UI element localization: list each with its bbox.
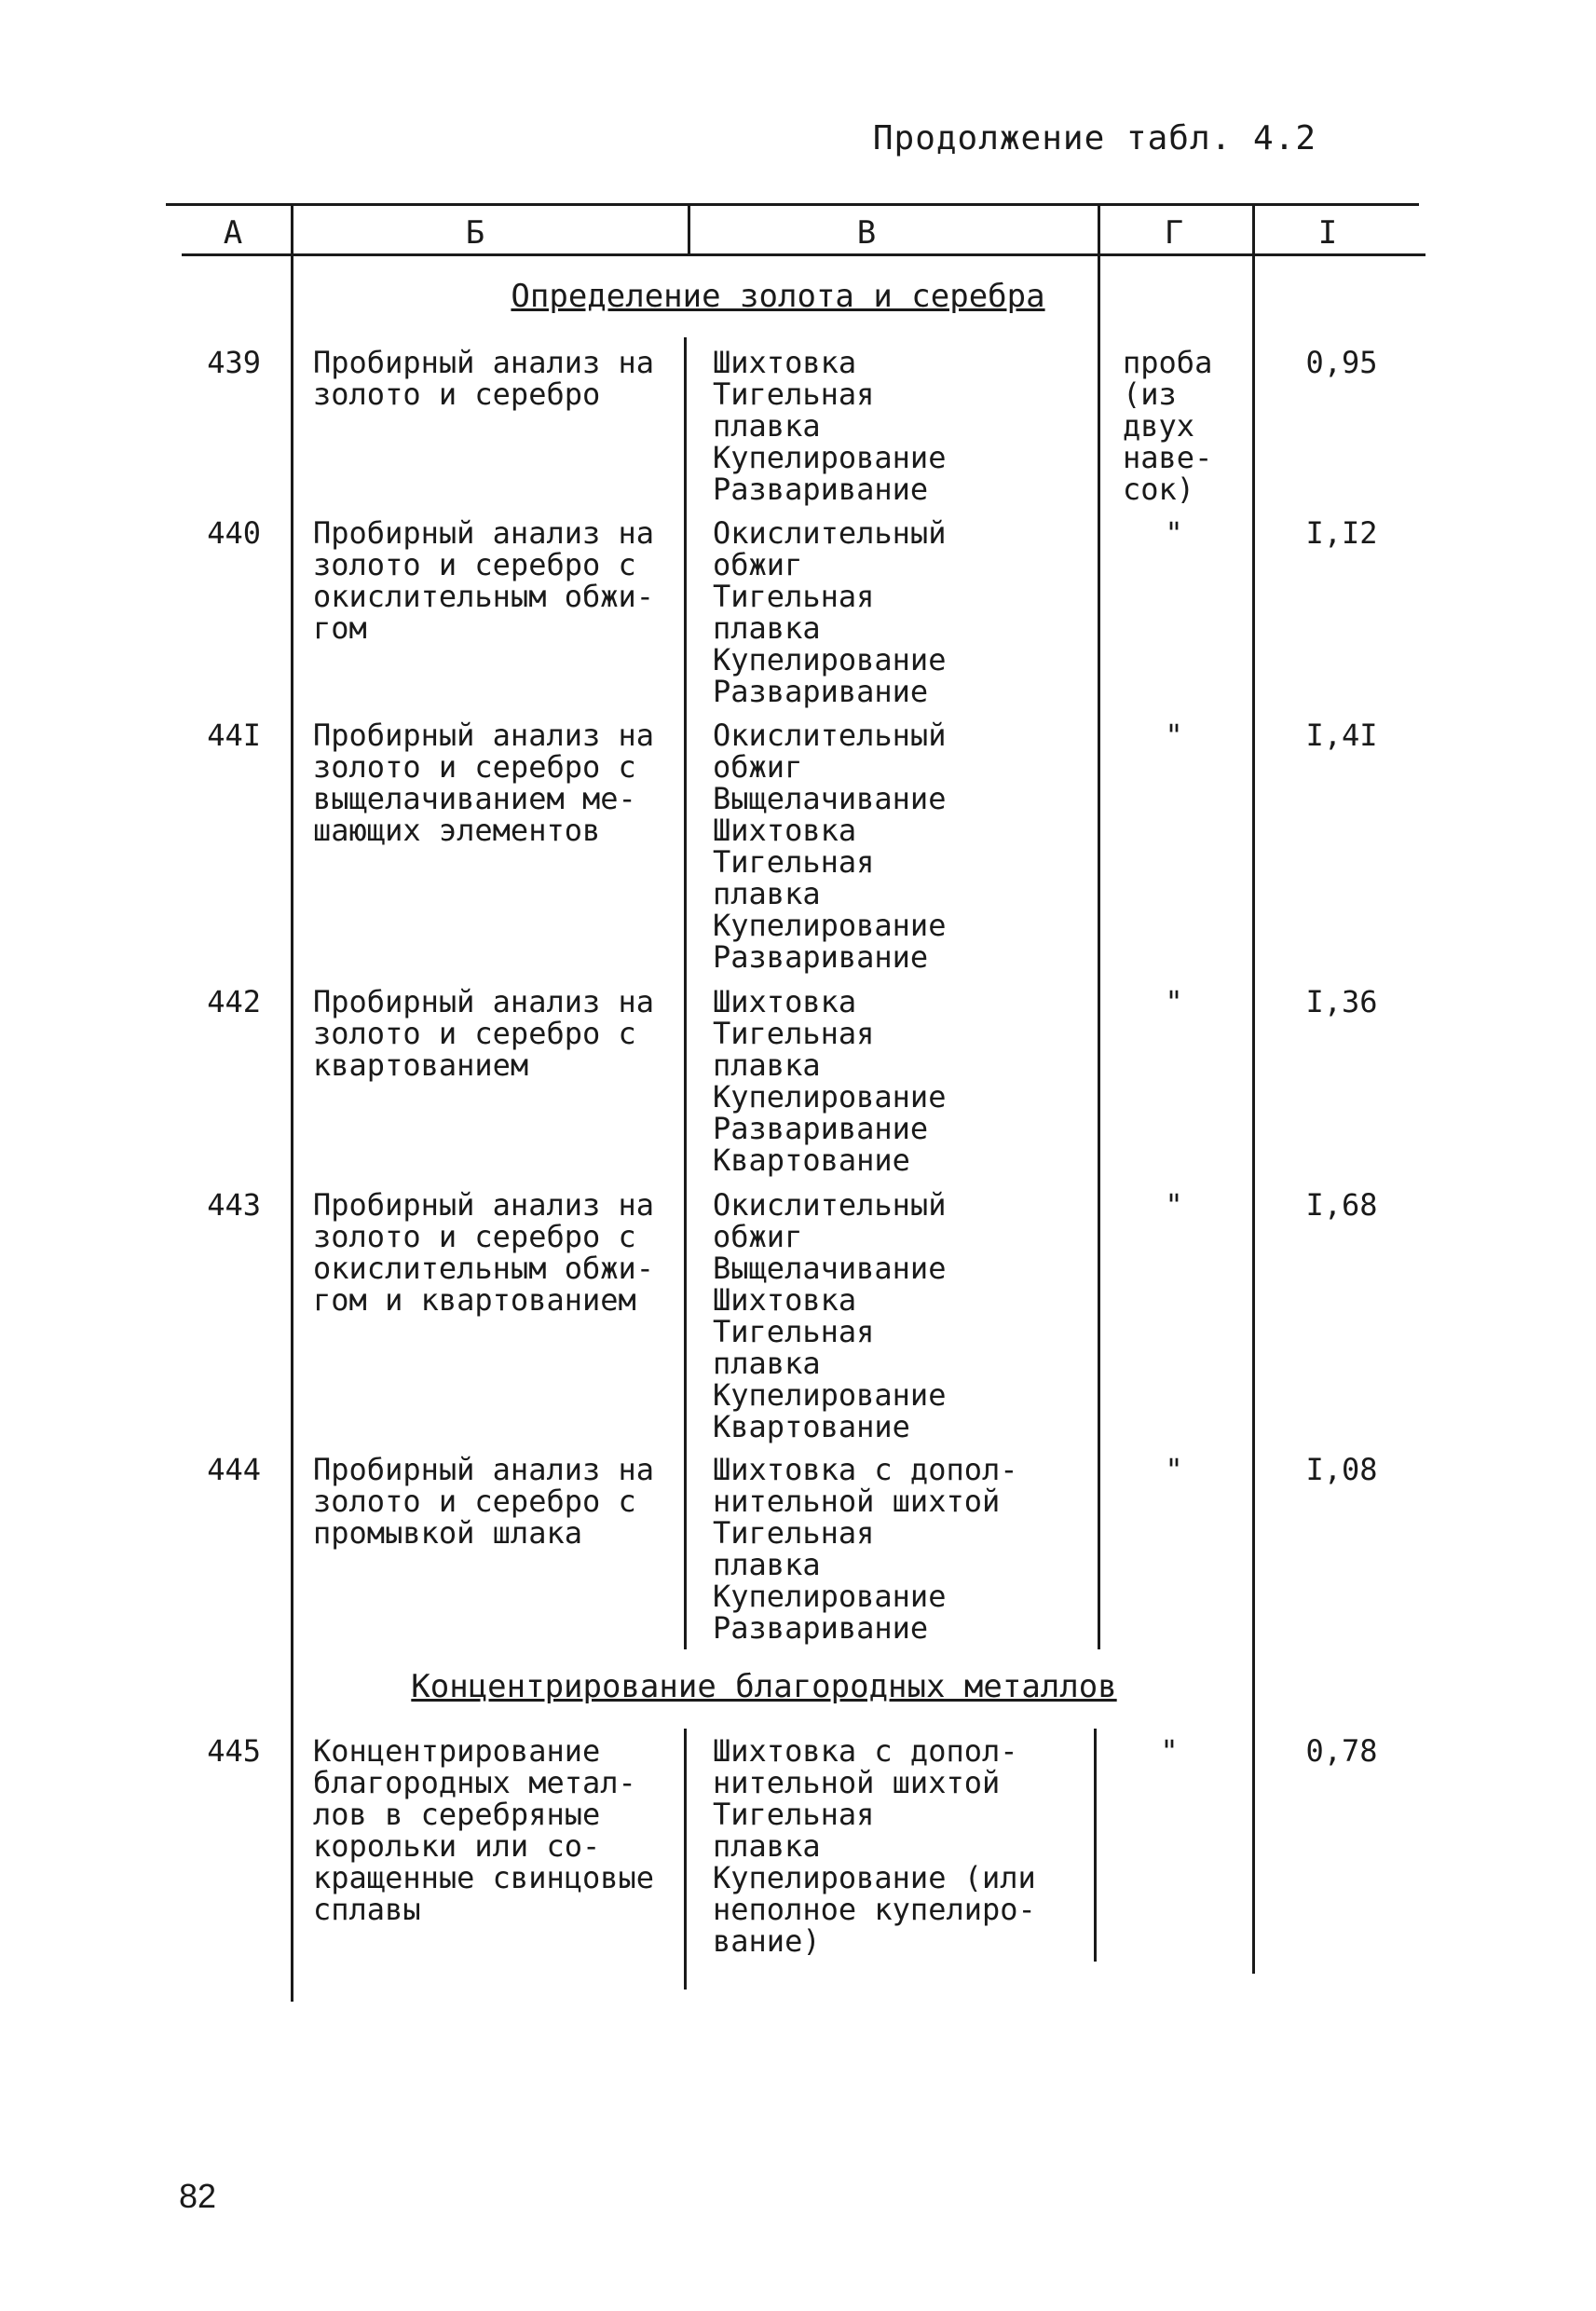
row-number: 445: [207, 1733, 261, 1769]
row-rate: 0,78: [1305, 1733, 1378, 1769]
row-number: 443: [207, 1187, 261, 1223]
row-operations: Окислительный обжиг Тигельная плавка Купелирование Разваривание: [713, 515, 947, 709]
row-operations: Шихтовка с допол- нительной шихтой Тигельная плавка Купелирование Разваривание: [713, 1452, 1018, 1646]
column-divider-c-d: [1098, 203, 1100, 1649]
column-divider-b-c: [688, 203, 690, 254]
row-name: Пробирный анализ на золото и серебро с окислительным обжи- гом и квартованием: [313, 1187, 655, 1318]
row-operations: Шихтовка с допол- нительной шихтой Тигельная плавка Купелирование (или неполное купелиро- вание): [713, 1733, 1036, 1959]
column-divider-a-b: [291, 203, 293, 2002]
row-unit-ditto: ": [1165, 1187, 1183, 1223]
row-name: Пробирный анализ на золото и серебро с выщелачиванием ме- шающих элементов: [313, 718, 655, 848]
row-number: 440: [207, 515, 261, 551]
row-unit-ditto: ": [1165, 515, 1183, 551]
row-operations: Шихтовка Тигельная плавка Купелирование Разваривание: [713, 345, 947, 507]
column-divider-c-d: [1094, 1729, 1097, 1962]
row-unit-ditto: ": [1165, 984, 1183, 1019]
row-number: 44I: [207, 718, 261, 753]
table-caption: Продолжение табл. 4.2: [872, 119, 1316, 157]
row-unit-ditto: ": [1160, 1733, 1179, 1769]
row-rate: I,08: [1305, 1452, 1378, 1487]
header-col-e: I: [1317, 214, 1338, 252]
row-operations: Шихтовка Тигельная плавка Купелирование Разваривание Квартование: [713, 984, 947, 1178]
row-operations: Окислительный обжиг Выщелачивание Шихтовка Тигельная плавка Купелирование Разваривание: [713, 718, 947, 975]
row-rate: 0,95: [1305, 345, 1378, 380]
section-title-gold-silver: Определение золота и серебра: [511, 278, 1045, 315]
header-col-b: Б: [465, 214, 485, 252]
row-unit-ditto: ": [1165, 718, 1183, 753]
header-bottom-rule: [182, 253, 1425, 256]
column-divider-d-e: [1252, 203, 1255, 1974]
row-name: Концентрирование благородных метал- лов в серебряные корольки или со- кращенные свинцовые сплавы: [313, 1733, 655, 1927]
table-top-rule: [166, 203, 1419, 206]
column-divider-b-c: [684, 1729, 687, 1990]
row-name: Пробирный анализ на золото и серебро: [313, 345, 655, 412]
row-name: Пробирный анализ на золото и серебро с промывкой шлака: [313, 1452, 655, 1551]
row-operations: Окислительный обжиг Выщелачивание Шихтовка Тигельная плавка Купелирование Квартование: [713, 1187, 947, 1444]
row-rate: I,I2: [1305, 515, 1378, 551]
row-number: 439: [207, 345, 261, 380]
header-col-a: А: [223, 214, 243, 252]
column-divider-b-c: [684, 337, 687, 1649]
row-rate: I,68: [1305, 1187, 1378, 1223]
page-number: 82: [179, 2177, 217, 2215]
row-unit-ditto: ": [1165, 1452, 1183, 1487]
row-unit: проба (из двух наве- сок): [1123, 345, 1213, 507]
row-name: Пробирный анализ на золото и серебро с квартованием: [313, 984, 655, 1083]
row-number: 444: [207, 1452, 261, 1487]
row-rate: I,36: [1305, 984, 1378, 1019]
row-number: 442: [207, 984, 261, 1019]
section-title-noble-metals: Концентрирование благородных металлов: [411, 1668, 1117, 1705]
header-col-d: Г: [1164, 214, 1184, 252]
header-col-c: В: [856, 214, 877, 252]
row-rate: I,4I: [1305, 718, 1378, 753]
row-name: Пробирный анализ на золото и серебро с окислительным обжи- гом: [313, 515, 655, 646]
